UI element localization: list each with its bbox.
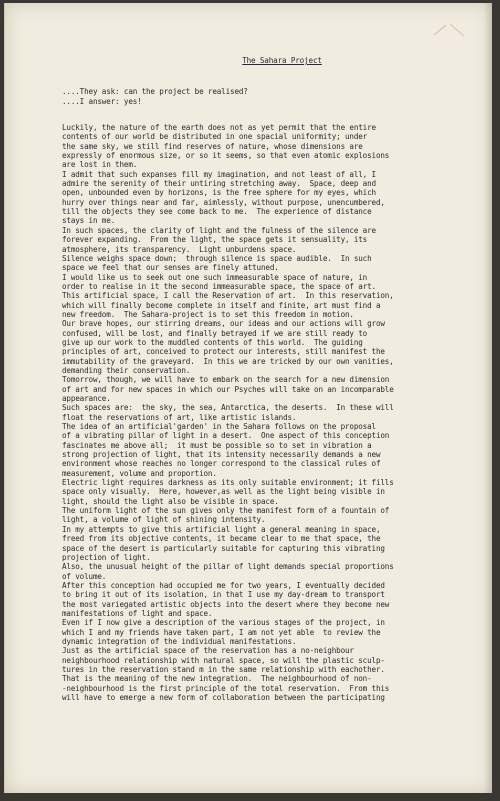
- body-line: measurement, volume and proportion.: [62, 468, 217, 478]
- body-line: projection of light.: [62, 552, 151, 562]
- body-line: give up our work to the muddled contents of this world. The guiding: [62, 337, 363, 347]
- body-line: Tomorrow, though, we will have to embark on the search for a new dimension: [62, 375, 390, 385]
- body-line: fascinates me above all; it must be possible so to set in vibration a: [62, 440, 372, 450]
- body-line: contents of our world be distributed in one spacial uniformity; under: [62, 132, 368, 142]
- typewritten-text: [62, 56, 482, 702]
- body-line: the most variegated artistic objects into the desert where they become new: [62, 599, 390, 609]
- body-line: -neighbourhood is the first principle of the total reservation. From this: [62, 683, 390, 693]
- body-line: Even if I now give a description of the various stages of the project, in: [62, 618, 385, 628]
- body-line: That is the meaning of the new integration. The neighbourhood of non-: [62, 674, 372, 684]
- body-line: which will finally become complete in itself and finite, art must find a: [62, 300, 381, 310]
- paper-sheet: [4, 3, 492, 793]
- body-line: The uniform light of the sun gives only the manifest form of a fountain of: [62, 506, 390, 516]
- body-line: Our brave hopes, our stirring dreams, our ideas and our actions will grow: [62, 319, 385, 329]
- body-line: neighbourhood relationship with natural space, so will the plastic sculp-: [62, 655, 385, 665]
- body-line: new freedom. The Sahara-project is to set this freedom in motion.: [62, 309, 354, 319]
- body-line: Luckily, the nature of the earth does not as yet permit that the entire: [62, 123, 376, 133]
- body-line: of volume.: [62, 571, 107, 581]
- body-line: admire the serenity of their untiring stretching away. Space, deep and: [62, 179, 376, 189]
- body-line: open, unbounded even by horizons, is the free sphere for my eyes, which: [62, 188, 376, 198]
- body-line: I admit that such expanses fill my imagination, and not least of all, I: [62, 169, 376, 179]
- body-line: forever expanding. From the light, the space gets it sensuality, its: [62, 235, 368, 245]
- intro-line: ....I answer: yes!: [62, 96, 142, 106]
- body-line: dynamic integration of the individual manifestations.: [62, 636, 297, 646]
- intro-block: [62, 87, 482, 106]
- page-edge-shadow: [484, 3, 492, 793]
- body-line: stays in me.: [62, 216, 116, 226]
- body-line: principles of art, conceived to protect our interests, still manifest the: [62, 347, 385, 357]
- body-line: I would like us to seek out one such immeasurable space of nature, in: [62, 272, 368, 282]
- body-line: float the reservations of art, like artistic islands.: [62, 412, 297, 422]
- body-line: will have to emerge a new form of collaboration between the participating: [62, 693, 385, 702]
- pencil-mark: [432, 21, 472, 39]
- body-line: order to realise in it the second immeasurable space, the space of art.: [62, 281, 376, 291]
- body-text: [62, 123, 482, 702]
- body-line: space only visually. Here, however,as well as the light being visible in: [62, 487, 385, 497]
- body-line: strong projection of light, that its intensity necessarily demands a new: [62, 450, 381, 460]
- body-line: light, should the light also be visible in space.: [62, 496, 279, 506]
- body-line: appearance.: [62, 394, 111, 403]
- body-line: In my attempts to give this artificial light a general meaning in space,: [62, 524, 381, 534]
- body-line: manifestations of light and space.: [62, 608, 213, 618]
- body-line: Such spaces are: the sky, the sea, Antarctica, the deserts. In these will: [62, 403, 394, 413]
- document-title: The Sahara Project: [242, 56, 322, 65]
- body-line: which I and my friends have taken part, I am not yet able to review the: [62, 627, 381, 637]
- body-line: After this conception had occupied me for two years, I eventually decided: [62, 580, 385, 590]
- body-line: freed from its objective contents, it became clear to me that space, the: [62, 534, 381, 544]
- body-line: space we feel that our senses are finely attuned.: [62, 263, 279, 273]
- body-line: to bring it out of its isolation, in that I use my day-dream to transport: [62, 590, 385, 600]
- body-line: till the objects they see come back to me. The experience of distance: [62, 207, 372, 217]
- body-line: Electric light requires darkness as its only suitable environment; it fills: [62, 478, 394, 488]
- body-line: atmosphere, its transparency. Light unburdens space.: [62, 244, 297, 254]
- intro-line: ....They ask: can the project be realised?: [62, 87, 248, 97]
- body-line: This artificial space, I call the Reservation of art. In this reservation,: [62, 291, 394, 301]
- body-line: tures in the reservation stand m in the same relationship with eachother.: [62, 664, 385, 674]
- body-line: Silence weighs space down; through silence is space audible. In such: [62, 253, 372, 263]
- body-line: demanding their conservation.: [62, 365, 191, 375]
- body-line: Just as the artificial space of the reservation has a no-neighbour: [62, 646, 354, 656]
- body-line: expressly of enormous size, or so it seems, so that even atomic explosions: [62, 151, 390, 161]
- body-line: immutability of the graveyard. In this we are tricked by our own vanities,: [62, 356, 394, 366]
- body-line: of a vibrating pillar of light in a desert. One aspect of this conception: [62, 431, 390, 441]
- body-line: space of the desert is particularly suitable for capturing this vibrating: [62, 543, 385, 553]
- body-line: light, a volume of light of shining intensity.: [62, 515, 266, 525]
- body-line: confused, will be lost, and finally betrayed if we are still ready to: [62, 328, 368, 338]
- body-line: The idea of an artificial'garden' in the Sahara follows on the proposal: [62, 422, 376, 432]
- body-line: are lost in them.: [62, 160, 138, 170]
- body-line: of art and for new spaces in which our Psyches will take on an incomparable: [62, 384, 394, 394]
- body-line: Also, the unusual height of the pillar of light demands special proportions: [62, 562, 394, 572]
- body-line: the same sky, we still find reserves of nature, whose dimensions are: [62, 141, 363, 151]
- body-line: hurry over things near and far, aimlessly, without purpose, unencumbered,: [62, 197, 385, 207]
- body-line: environment whose reaches no longer correspond to the classical rules of: [62, 459, 381, 469]
- body-line: In such spaces, the clarity of light and the fulness of the silence are: [62, 225, 376, 235]
